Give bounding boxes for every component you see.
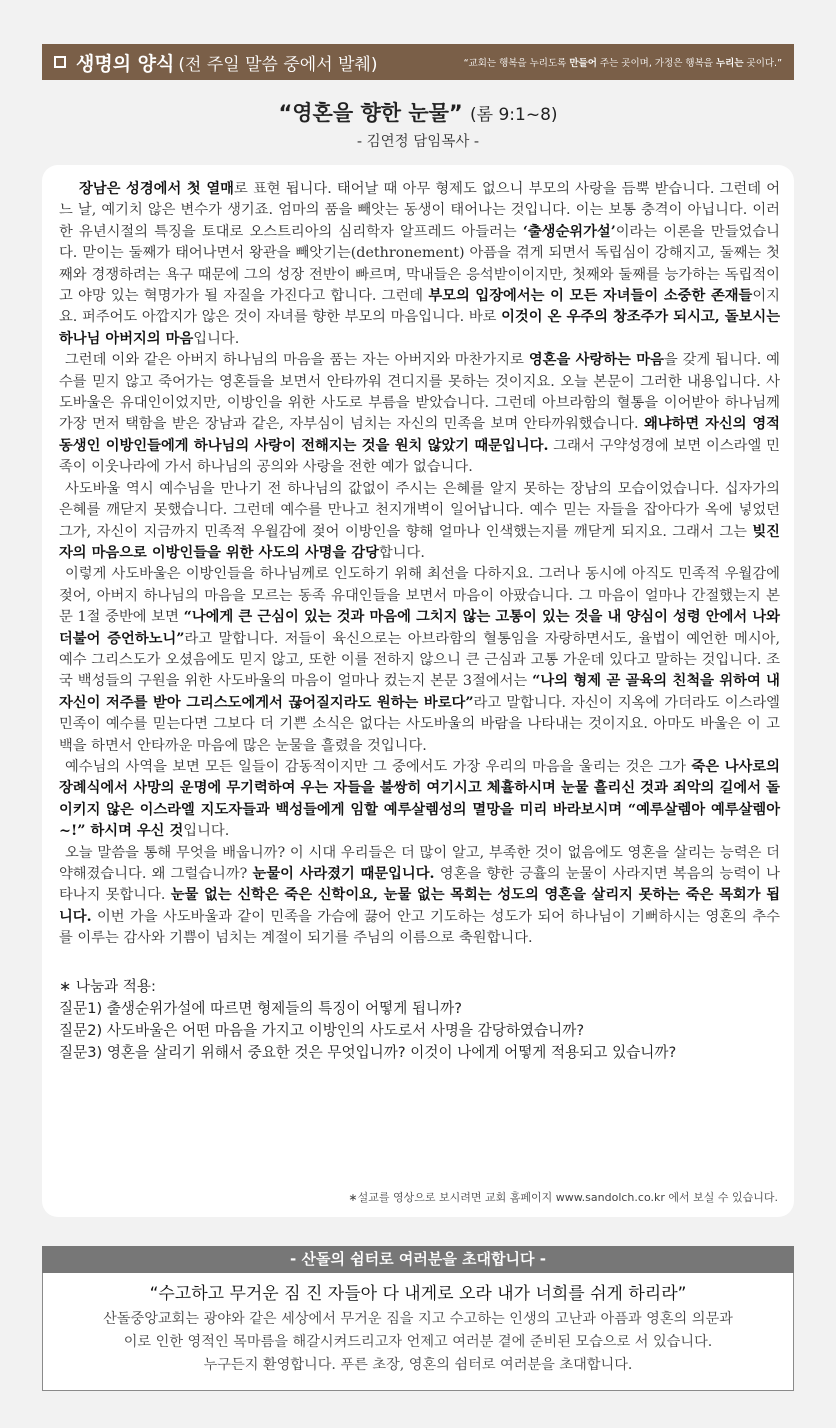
emphasis-text: 죽은 나사로의 장례식에서 사망의 운명에 무기력하여 우는 자들을 불쌍히 여기시고 체휼하시며 눈물 흘리신 것과 죄악의 길에서 돌이키지 않은 이스라엘 지도자들과 백성들에게 임할 예루살렘성의 멸망을 미리 바라보시며 “예루살렘아 예루살렘아~!” 하시며 우신 것 (59, 758, 780, 840)
sermon-title (0, 97, 836, 127)
sermon-body (59, 179, 780, 950)
church-motto: “교회는 행복을 누리도록 만들어 주는 곳이며, 가정은 행복을 누리는 곳이다.” (463, 58, 782, 69)
body-text: 이렇게 사도바울은 이방인들을 하나님께로 인도하기 위해 최선을 다하지요. 그러나 동시에 아직도 민족적 우월감에 젖어, 아버지 하나님의 마음을 모르는 동족 유대인들을 보면서 마음이 아팠습니다. 그 마음이 얼마나 간절했는지 본문 1절 중반에 보면 (59, 566, 780, 626)
invite-box (42, 1273, 794, 1391)
question-3: 질문3) 영혼을 살리기 위해서 중요한 것은 무엇입니까? 이것이 나에게 어떻게 적용되고 있습니까? (59, 1043, 677, 1061)
emphasis-text: 빚진 자의 마음으로 이방인들을 위한 사도의 사명을 감당 (59, 523, 780, 561)
sermon-card (42, 165, 794, 1217)
body-text: 영혼을 향한 긍휼의 눈물이 사라지면 복음의 능력이 나타나지 못합니다. (59, 866, 780, 904)
question-1: 질문1) 출생순위가설에 따르면 형제들의 특징이 어떻게 됩니까? (59, 999, 462, 1017)
sermon-title-main: “영혼을 향한 눈물” (278, 101, 463, 125)
invite-line: 이로 인한 영적인 목마름을 해갈시켜드리고자 언제고 여러분 곁에 준비된 모습으로 서 있습니다. (123, 1334, 713, 1350)
sharing-heading: ∗ 나눔과 적용: (59, 977, 156, 995)
body-text: 이번 가을 사도바울과 같이 민족을 가슴에 끓어 안고 기도하는 성도가 되어 하나님이 기뻐하시는 영혼의 추수를 이루는 감사와 기쁨이 넘치는 계절이 되기를 주님의 이름으로 축원합니다. (59, 908, 780, 947)
emphasis-text: 영혼을 사랑하는 마음 (528, 352, 664, 369)
body-text: 이지요. 퍼주어도 아깝지가 않은 것이 자녀를 향한 부모의 마음입니다. 바로 (59, 288, 780, 326)
emphasis-text: 이것이 온 우주의 창조주가 되시고, 돌보시는 하나님 아버지의 마음 (59, 309, 780, 347)
sermon-paragraph (59, 350, 780, 478)
checkbox-square-icon (54, 56, 66, 68)
sermon-paragraph (59, 564, 780, 757)
body-text: 로 표현 됩니다. 태어날 때 아무 형제도 없으니 부모의 사랑을 듬뿍 받습니다. 그런데 어느 날, 예기치 않은 변수가 생기죠. 엄마의 품을 빼앗는 동생이 태어나는 것입니다. 이는 보통 충격이 아닙니다. 이러한 유년시절의 특징을 토대로 오스트리아의 심리학자 알프레드 아들러는 (59, 181, 781, 240)
body-text: 을 갖게 됩니다. 예수를 믿지 않고 죽어가는 영혼들을 보면서 안타까워 견디지를 못하는 것이지요. 오늘 본문이 그러한 내용입니다. 사도바울은 유대인이었지만, 이방인을 위한 사도로 부름을 받았습니다. 그런데 아브라함의 혈통을 이어받아 하나님께 가장 먼저 택함을 받은 장남과 같은, 자부심이 넘치는 자신의 민족을 보며 안타까워했습니다. (59, 352, 780, 433)
invite-line: 누구든지 환영합니다. 푸른 초장, 영혼의 쉼터로 여러분을 초대합니다. (203, 1357, 633, 1373)
body-text: 입니다. (193, 330, 240, 347)
body-text: 이라는 이론을 만들었습니다. 맏이는 둘째가 태어나면서 왕관을 빼앗기는(dethronement) 아픔을 겪게 되면서 독립심이 강해지고, 둘째는 첫째와 경쟁하려는 욕구 때문에 그의 성장 전반이 빠르며, 막내들은 응석받이이지만, 첫째와 둘째를 능가하는 독립적이고 야망 있는 혁명가가 될 자질을 가진다고 합니다. 그런데 (59, 223, 780, 305)
body-text: 그래서 구약성경에 보면 이스라엘 민족이 이웃나라에 가서 하나님의 공의와 사랑을 전한 예가 없습니다. (59, 437, 780, 476)
sermon-paragraph (59, 179, 780, 350)
sermon-paragraph (59, 843, 780, 950)
preacher-byline: - 김연정 담임목사 - (356, 134, 480, 150)
emphasis-text: 눈물 없는 신학은 죽은 신학이요, 눈물 없는 목회는 성도의 영혼을 살리지 못하는 죽은 목회가 됩니다. (59, 887, 781, 925)
sermon-paragraph (59, 479, 780, 565)
body-text: 라고 말합니다. 저들이 육신으로는 아브라함의 혈통임을 자랑하면서도, 율법이 예언한 메시아, 예수 그리스도가 오셨음에도 믿지 않고, 또한 이를 전하지 않으니 큰 근심과 고통 가운데 있다고 말하는 것입니다. 조국 백성들의 구원을 위한 사도바울의 마음이 얼마나 컸는지 본문 3절에서는 (59, 630, 780, 690)
body-text: 입니다. (183, 823, 230, 840)
sermon-paragraph (59, 757, 780, 843)
invite-heading: - 산돌의 쉼터로 여러분을 초대합니다 - (42, 1246, 794, 1273)
emphasis-text: 부모의 입장에서는 이 모든 자녀들이 소중한 존재들 (428, 288, 753, 305)
emphasis-text: ‘출생순위가설’ (522, 223, 616, 240)
invite-line: 산돌중앙교회는 광야와 같은 세상에서 무거운 짐을 지고 수고하는 인생의 고난과 아픔과 영혼의 의문과 (103, 1311, 733, 1327)
body-text: 사도바울 역시 예수님을 만나기 전 하나님의 값없이 주시는 은혜를 알지 못하는 장남의 모습이었습니다. 십자가의 은혜를 깨닫지 못했습니다. 그런데 예수를 만나고 천지개벽이 일어납니다. 예수 믿는 자들을 잡아다가 옥에 넣었던 그가, 자신이 지금까지 민족적 우월감에 젖어 이방인을 향해 얼마나 인색했는지를 깨닫게 되지요. 그래서 그는 (59, 480, 780, 540)
invite-text (43, 1308, 793, 1377)
emphasis-text: 눈물이 사라졌기 때문입니다. (252, 866, 435, 882)
body-text: 라고 말합니다. 자신이 지옥에 가더라도 이스라엘 민족이 예수를 믿는다면 그보다 더 기쁜 소식은 없다는 사도바울의 바람을 나타내는 것이지요. 아마도 바울은 이 고백을 하면서 안타까운 마음에 많은 눈물을 흘렸을 것입니다. (59, 694, 780, 754)
emphasis-text: 장남은 성경에서 첫 열매 (79, 181, 234, 197)
body-text: 합니다. (378, 544, 425, 561)
invite-quote: “수고하고 무거운 짐 진 자들아 다 내게로 오라 내가 너희를 쉬게 하리라” (149, 1284, 687, 1304)
body-text: 예수님의 사역을 보면 모든 일들이 감동적이지만 그 중에서도 가장 우리의 마음을 울리는 것은 그가 (65, 758, 692, 775)
emphasis-text: “나의 형제 곧 골육의 친척을 위하여 내 자신이 저주를 받아 그리스도에게서 끊어질지라도 원하는 바로다” (59, 673, 780, 711)
video-note: ∗설교를 영상으로 보시려면 교회 홈페이지 www.sandolch.co.kr 에서 보실 수 있습니다. (348, 1191, 778, 1204)
sharing-section (59, 976, 780, 1064)
question-2: 질문2) 사도바울은 어떤 마음을 가지고 이방인의 사도로서 사명을 감당하였습니까? (59, 1021, 585, 1039)
emphasis-text: “나에게 큰 근심이 있는 것과 마음에 그치지 않는 고통이 있는 것을 내 양심이 성령 안에서 나와 더불어 증언하노니” (59, 609, 780, 647)
section-header-bar (42, 44, 794, 80)
scripture-reference: (롬 9:1~8) (470, 105, 558, 125)
body-text: 그런데 이와 같은 아버지 하나님의 마음을 품는 자는 아버지와 마찬가지로 (65, 352, 529, 369)
body-text: 오늘 말씀을 통해 무엇을 배웁니까? 이 시대 우리들은 더 많이 알고, 부족한 것이 없음에도 영혼을 살리는 능력은 더 약해졌습니다. 왜 그럴습니까? (59, 844, 780, 882)
section-subtitle: (전 주일 말씀 중에서 발췌) (178, 54, 378, 75)
emphasis-text: 왜냐하면 자신의 영적 동생인 이방인들에게 하나님의 사랑이 전해지는 것을 원치 않았기 때문입니다. (59, 416, 780, 454)
section-title: 생명의 양식 (76, 52, 175, 75)
